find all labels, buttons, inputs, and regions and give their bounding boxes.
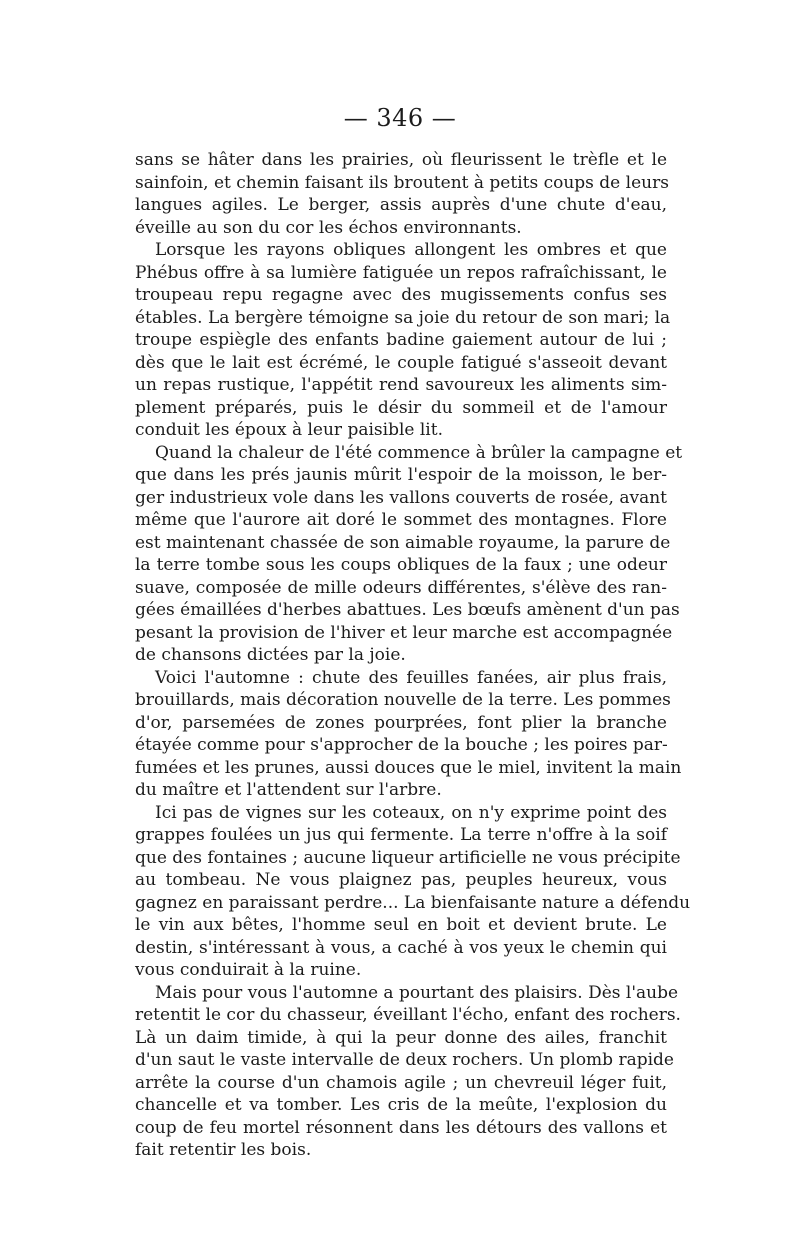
text-line: Voici l'automne : chute des feuilles fanées, air plus frais, — [155, 667, 667, 688]
text-line: que dans les prés jaunis mûrit l'espoir de la moisson, le ber- — [135, 465, 667, 485]
text-line: même que l'aurore ait doré le sommet des montagnes. Flore — [135, 510, 667, 530]
text-line: d'or, parsemées de zones pourprées, font plier la branche — [135, 712, 667, 733]
text-line: suave, composée de mille odeurs différentes, s'élève des ran- — [135, 577, 667, 598]
text-line: étables. La bergère témoigne sa joie du retour de son mari; la — [135, 307, 671, 328]
text-line: Quand la chaleur de l'été commence à brûler la campagne et — [155, 442, 683, 463]
text-line: sainfoin, et chemin faisant ils broutent à petits coups de leurs — [135, 172, 669, 193]
text-line: le vin aux bêtes, l'homme seul en boit et devient brute. Le — [135, 915, 667, 935]
text-line: au tombeau. Ne vous plaignez pas, peuples heureux, vous — [135, 870, 667, 890]
text-line: coup de feu mortel résonnent dans les détours des vallons et — [135, 1117, 667, 1138]
text-line: Mais pour vous l'automne a pourtant des plaisirs. Dès l'aube — [155, 982, 679, 1003]
text-line: de chansons dictées par la joie. — [135, 645, 406, 665]
text-line: pesant la provision de l'hiver et leur marche est accompagnée — [135, 622, 673, 643]
page-number: — 346 — — [343, 104, 457, 132]
text-line: dès que le lait est écrémé, le couple fatigué s'asseoit devant — [135, 352, 667, 373]
text-line: est maintenant chassée de son aimable royaume, la parure de — [135, 532, 671, 553]
text-line: gagnez en paraissant perdre... La bienfaisante nature a défendu — [135, 892, 691, 913]
text-line: sans se hâter dans les prairies, où fleurissent le trèfle et le — [135, 150, 667, 170]
text-line: étayée comme pour s'approcher de la bouche ; les poires par- — [135, 735, 668, 755]
text-line: retentit le cor du chasseur, éveillant l'écho, enfant des rochers. — [135, 1005, 681, 1025]
text-line: brouillards, mais décoration nouvelle de la terre. Les pommes — [135, 690, 671, 710]
body-text — [135, 149, 691, 1162]
text-line: chancelle et va tomber. Les cris de la meûte, l'explosion du — [135, 1095, 667, 1115]
text-line: Là un daim timide, à qui la peur donne des ailes, franchit — [135, 1027, 667, 1048]
text-line: un repas rustique, l'appétit rend savoureux les aliments sim- — [135, 375, 667, 395]
text-line: que des fontaines ; aucune liqueur artificielle ne vous précipite — [135, 847, 681, 868]
text-line: fait retentir les bois. — [135, 1140, 312, 1160]
text-line: destin, s'intéressant à vous, a caché à vos yeux le chemin qui — [135, 937, 667, 958]
text-line: gées émaillées d'herbes abattues. Les bœufs amènent d'un pas — [135, 600, 680, 620]
text-line: Ici pas de vignes sur les coteaux, on n'y exprime point des — [155, 802, 667, 823]
text-line: d'un saut le vaste intervalle de deux rochers. Un plomb rapide — [135, 1050, 674, 1070]
text-line: vous conduirait à la ruine. — [135, 960, 362, 980]
text-line: conduit les époux à leur paisible lit. — [135, 420, 443, 440]
text-line: ger industrieux vole dans les vallons couverts de rosée, avant — [135, 487, 667, 508]
text-line: langues agiles. Le berger, assis auprès d'une chute d'eau, — [135, 195, 667, 215]
text-line: grappes foulées un jus qui fermente. La terre n'offre à la soif — [135, 825, 667, 845]
text-line: fumées et les prunes, aussi douces que le miel, invitent la main — [135, 757, 682, 778]
text-line: troupe espiègle des enfants badine gaiement autour de lui ; — [135, 330, 667, 350]
text-line: arrête la course d'un chamois agile ; un chevreuil léger fuit, — [135, 1072, 667, 1093]
text-line: Lorsque les rayons obliques allongent les ombres et que — [155, 240, 667, 260]
text-line: plement préparés, puis le désir du sommeil et de l'amour — [135, 397, 667, 418]
text-line: Phébus offre à sa lumière fatiguée un repos rafraîchissant, le — [135, 262, 667, 283]
text-line: du maître et l'attendent sur l'arbre. — [135, 780, 442, 800]
text-line: éveille au son du cor les échos environnants. — [135, 217, 522, 238]
text-line: la terre tombe sous les coups obliques de la faux ; une odeur — [135, 555, 667, 575]
text-line: troupeau repu regagne avec des mugissements confus ses — [135, 285, 667, 305]
